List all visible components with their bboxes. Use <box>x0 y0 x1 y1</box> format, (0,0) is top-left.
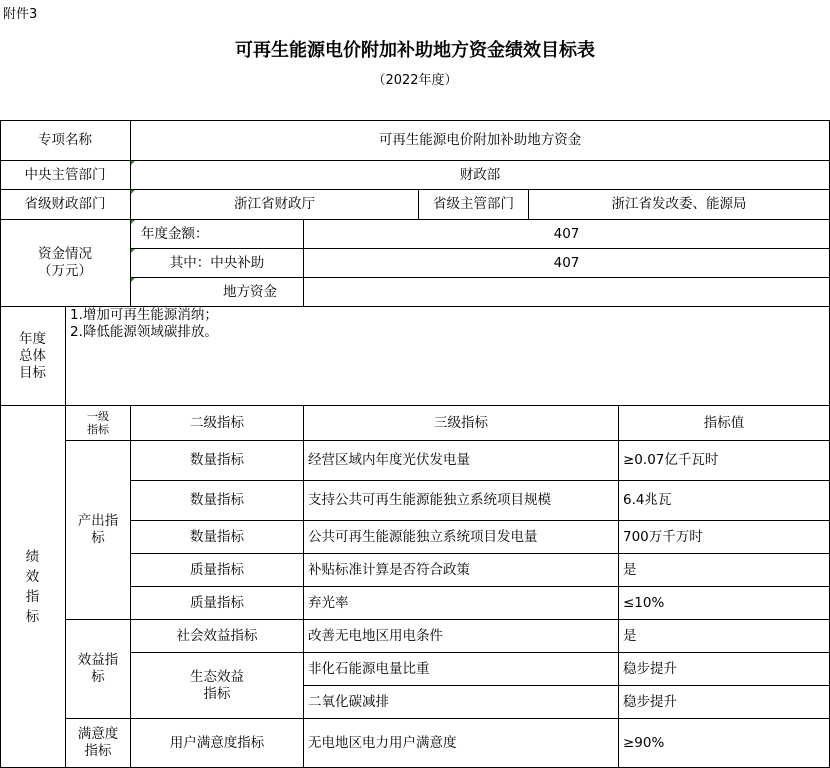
level1-header-line: 一级 <box>87 410 109 423</box>
annual-amount-value: 407 <box>553 225 580 242</box>
value-header: 指标值 <box>703 414 745 431</box>
value-cell: 6.4兆瓦 <box>623 492 672 508</box>
level2-cell: 质量指标 <box>190 594 244 611</box>
level2-cell: 用户满意度指标 <box>169 734 265 751</box>
annual-amount-label: 年度金额： <box>141 225 209 242</box>
attachment-label: 附件3 <box>3 7 38 22</box>
output-label-line: 产出指 <box>77 513 119 529</box>
provincial-dept-label: 省级主管部门 <box>433 196 514 212</box>
value-cell: 稳步提升 <box>623 660 677 677</box>
value-cell: ≥0.07亿千瓦时 <box>623 452 719 468</box>
goal-item: 1.增加可再生能源消纳； <box>70 307 218 323</box>
perf-label-char: 效 <box>25 568 40 585</box>
central-subsidy-value: 407 <box>553 254 580 271</box>
perf-label-char: 指 <box>25 588 40 605</box>
page-title: 可再生能源电价附加补助地方资金绩效目标表 <box>235 40 595 61</box>
goal-item: 2.降低能源领域碳排放。 <box>70 324 218 340</box>
funds-label <box>0 220 130 306</box>
level2-cell: 数量指标 <box>190 492 244 508</box>
central-subsidy-label: 其中：中央补助 <box>169 254 265 271</box>
satisfaction-indicators-label <box>66 719 130 767</box>
project-name-label: 专项名称 <box>38 132 92 148</box>
goals-label-line: 目标 <box>19 364 46 381</box>
value-cell: 是 <box>623 627 637 644</box>
level2-cell: 社会效益指标 <box>176 627 258 644</box>
level3-cell: 公共可再生能源能独立系统项目发电量 <box>308 528 538 545</box>
level3-cell: 补贴标准计算是否符合政策 <box>308 561 470 578</box>
benefit-label-line: 效益指 <box>77 652 119 668</box>
level3-cell: 改善无电地区用电条件 <box>308 627 443 644</box>
level3-cell: 支持公共可再生能源能独立系统项目规模 <box>308 492 551 508</box>
eco-label-line: 指标 <box>203 685 231 702</box>
benefit-indicators-label <box>66 620 130 718</box>
central-dept-label: 中央主管部门 <box>24 166 106 183</box>
project-name-value: 可再生能源电价附加补助地方资金 <box>378 132 582 148</box>
funds-label-line: 资金情况 <box>38 246 92 262</box>
provincial-dept-value: 浙江省发改委、能源局 <box>611 196 747 212</box>
annual-goals-content <box>66 307 829 405</box>
level2-header: 二级指标 <box>190 414 244 431</box>
level1-header <box>66 406 130 440</box>
provincial-finance-label: 省级财政部门 <box>24 196 106 212</box>
goals-label-line: 总体 <box>19 347 46 364</box>
eco-benefit-label <box>131 653 303 718</box>
central-dept-value: 财政部 <box>459 166 501 183</box>
local-funds-value <box>304 278 829 306</box>
level2-cell: 质量指标 <box>190 561 244 578</box>
level3-cell: 经营区域内年度光伏发电量 <box>308 452 470 468</box>
satisfaction-label-line: 指标 <box>84 743 112 759</box>
value-cell: 是 <box>623 561 637 578</box>
eco-label-line: 生态效益 <box>190 668 244 685</box>
value-cell: ≤10% <box>623 594 665 611</box>
year-subtitle: （2022年度） <box>372 73 458 88</box>
output-indicators-label <box>66 441 130 619</box>
performance-indicators-label <box>0 406 65 767</box>
funds-label-unit: （万元） <box>38 263 92 279</box>
level2-cell: 数量指标 <box>190 528 244 545</box>
level3-cell: 无电地区电力用户满意度 <box>308 734 457 751</box>
provincial-finance-value: 浙江省财政厅 <box>234 196 315 212</box>
level2-cell: 数量指标 <box>190 452 244 468</box>
local-funds-label: 地方资金 <box>223 283 277 300</box>
perf-label-char: 标 <box>25 608 40 625</box>
satisfaction-label-line: 满意度 <box>77 726 119 742</box>
level3-header: 三级指标 <box>434 414 488 431</box>
value-cell: 700万千万时 <box>623 528 703 545</box>
value-cell: ≥90% <box>623 734 665 751</box>
benefit-label-line: 标 <box>91 669 105 685</box>
level3-cell: 弃光率 <box>308 594 349 611</box>
perf-label-char: 绩 <box>25 548 40 565</box>
annual-goals-label <box>0 307 65 405</box>
output-label-line: 标 <box>91 530 105 546</box>
level1-header-line: 指标 <box>87 423 109 436</box>
level3-cell: 二氧化碳减排 <box>308 693 389 710</box>
value-cell: 稳步提升 <box>623 693 677 710</box>
level3-cell: 非化石能源电量比重 <box>308 660 430 677</box>
goals-label-line: 年度 <box>19 330 46 347</box>
